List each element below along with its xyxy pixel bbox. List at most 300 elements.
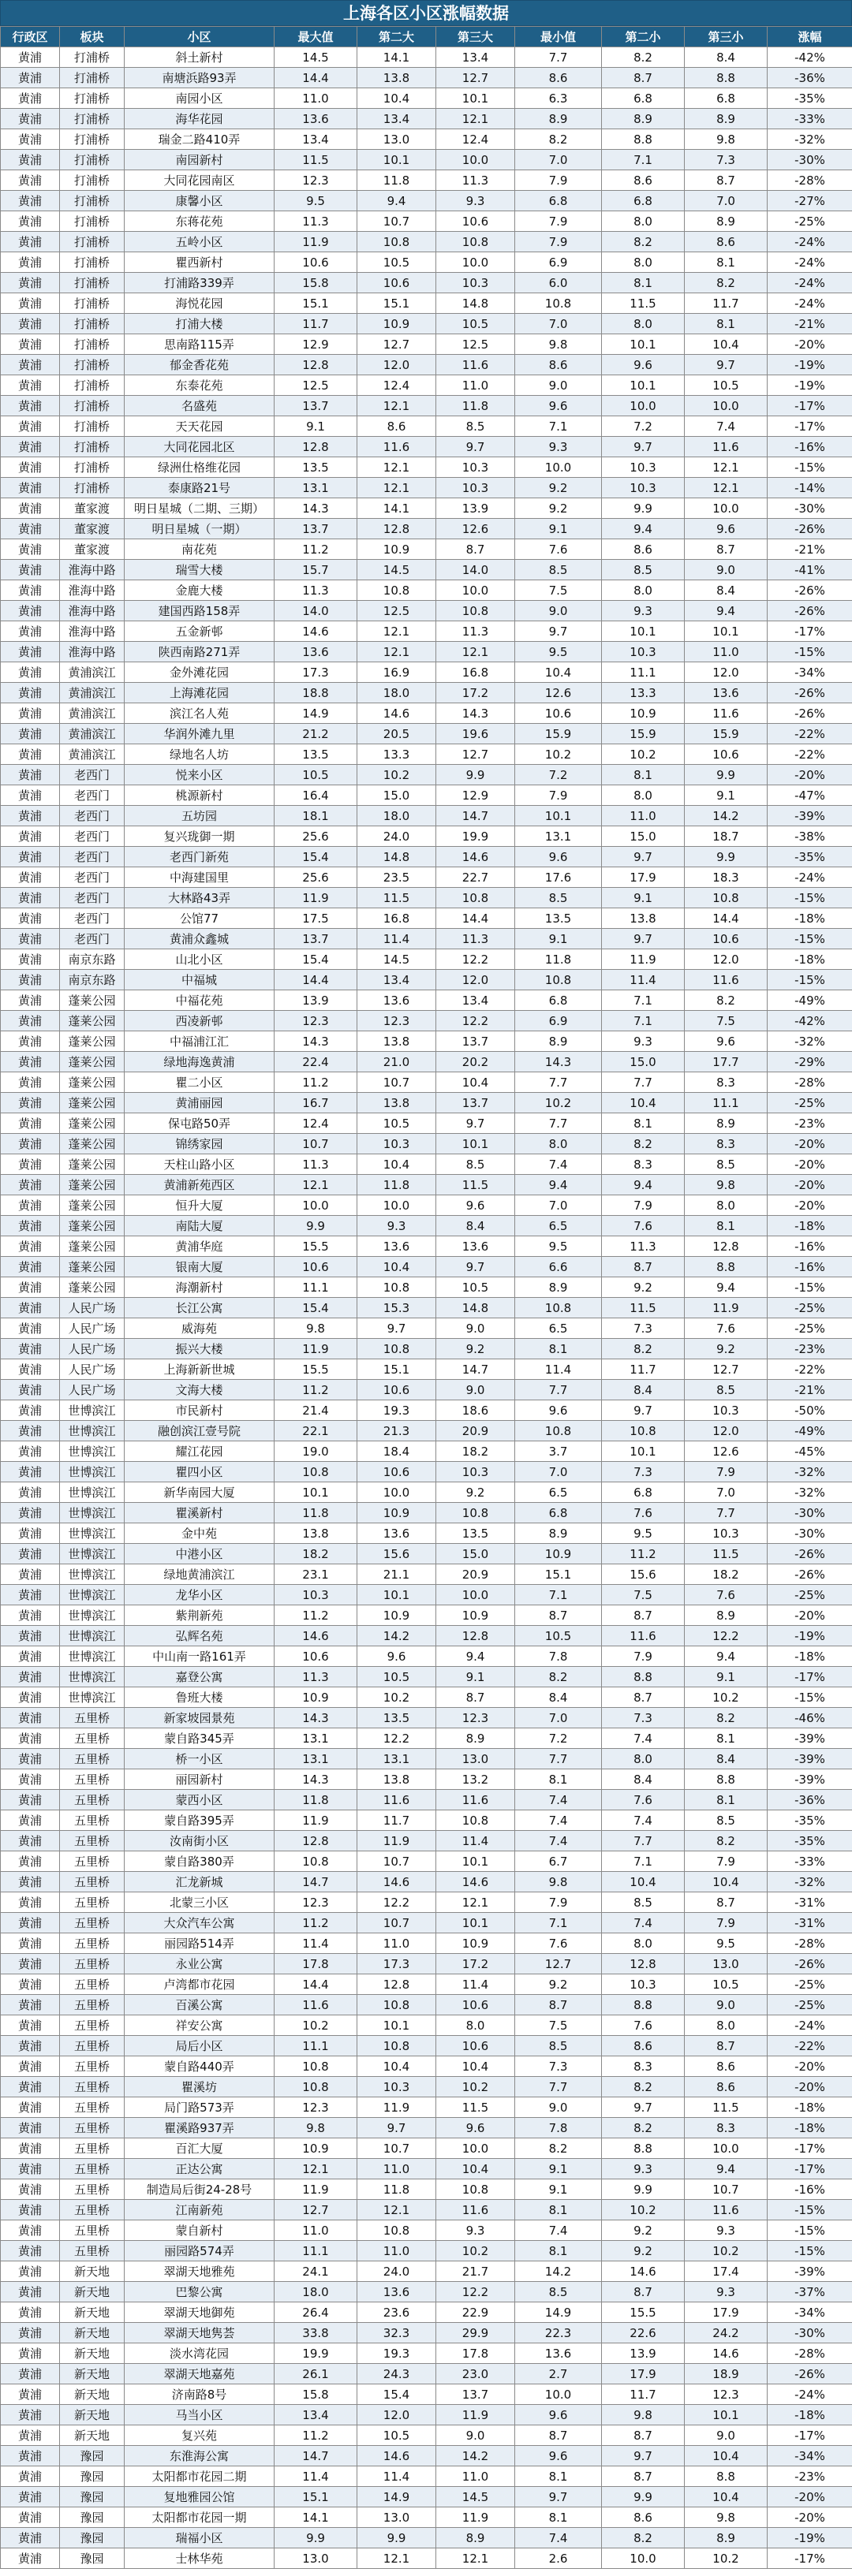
third-max-cell: 12.4 bbox=[436, 129, 515, 150]
second-min-cell: 10.3 bbox=[602, 478, 685, 498]
third-min-cell: 14.2 bbox=[685, 806, 768, 826]
district-cell: 黄浦 bbox=[1, 1605, 60, 1626]
second-max-cell: 21.3 bbox=[357, 1421, 436, 1441]
second-min-cell: 10.1 bbox=[602, 1441, 685, 1462]
second-max-cell: 12.2 bbox=[357, 1728, 436, 1749]
second-max-cell: 9.9 bbox=[357, 2528, 436, 2548]
second-min-cell: 17.9 bbox=[602, 2364, 685, 2384]
max-cell: 11.2 bbox=[275, 1072, 357, 1093]
second-max-cell: 13.6 bbox=[357, 990, 436, 1011]
max-cell: 25.6 bbox=[275, 826, 357, 847]
second-min-cell: 8.0 bbox=[602, 1749, 685, 1769]
min-cell: 2.6 bbox=[515, 2548, 602, 2569]
community-cell: 翠湖天地隽荟 bbox=[125, 2323, 275, 2343]
second-min-cell: 8.4 bbox=[602, 1769, 685, 1790]
table-row bbox=[1, 1072, 852, 1093]
max-cell: 14.4 bbox=[275, 68, 357, 88]
third-min-cell: 8.0 bbox=[685, 2015, 768, 2036]
sector-cell: 淮海中路 bbox=[60, 601, 125, 621]
second-min-cell: 11.4 bbox=[602, 970, 685, 990]
sector-cell: 打浦桥 bbox=[60, 457, 125, 478]
max-cell: 13.7 bbox=[275, 929, 357, 949]
max-cell: 14.6 bbox=[275, 1626, 357, 1646]
third-min-cell: 10.2 bbox=[685, 2241, 768, 2261]
district-cell: 黄浦 bbox=[1, 2343, 60, 2364]
change-cell: -32% bbox=[768, 1031, 852, 1052]
second-max-cell: 9.3 bbox=[357, 1216, 436, 1236]
table-row bbox=[1, 888, 852, 908]
community-cell: 桥一小区 bbox=[125, 1749, 275, 1769]
district-cell: 黄浦 bbox=[1, 1236, 60, 1257]
second-min-cell: 8.2 bbox=[602, 47, 685, 68]
min-cell: 8.6 bbox=[515, 355, 602, 375]
second-min-cell: 11.7 bbox=[602, 2384, 685, 2405]
min-cell: 6.5 bbox=[515, 1318, 602, 1339]
community-cell: 正达公寓 bbox=[125, 2159, 275, 2179]
change-cell: -20% bbox=[768, 2056, 852, 2077]
second-max-cell: 12.1 bbox=[357, 478, 436, 498]
third-max-cell: 11.5 bbox=[436, 2097, 515, 2118]
community-cell: 公馆77 bbox=[125, 908, 275, 929]
change-cell: -22% bbox=[768, 1359, 852, 1380]
district-cell: 黄浦 bbox=[1, 826, 60, 847]
third-max-cell: 10.8 bbox=[436, 232, 515, 252]
change-cell: -28% bbox=[768, 170, 852, 191]
sector-cell: 老西门 bbox=[60, 867, 125, 888]
community-cell: 绿地名人坊 bbox=[125, 744, 275, 765]
max-cell: 14.0 bbox=[275, 601, 357, 621]
third-max-cell: 18.6 bbox=[436, 1400, 515, 1421]
min-cell: 6.3 bbox=[515, 88, 602, 109]
second-max-cell: 11.0 bbox=[357, 1933, 436, 1954]
community-cell: 明日星城（一期） bbox=[125, 519, 275, 539]
community-cell: 泰康路21号 bbox=[125, 478, 275, 498]
table-row bbox=[1, 1810, 852, 1831]
district-cell: 黄浦 bbox=[1, 560, 60, 580]
district-cell: 黄浦 bbox=[1, 1851, 60, 1872]
sector-cell: 世博滨江 bbox=[60, 1646, 125, 1667]
second-min-cell: 9.7 bbox=[602, 847, 685, 867]
third-min-cell: 10.4 bbox=[685, 2487, 768, 2507]
table-row bbox=[1, 1564, 852, 1585]
third-min-cell: 7.5 bbox=[685, 1011, 768, 1031]
third-max-cell: 20.9 bbox=[436, 1421, 515, 1441]
district-cell: 黄浦 bbox=[1, 1749, 60, 1769]
change-cell: -15% bbox=[768, 888, 852, 908]
min-cell: 9.0 bbox=[515, 375, 602, 396]
third-max-cell: 9.0 bbox=[436, 2425, 515, 2446]
third-min-cell: 9.6 bbox=[685, 519, 768, 539]
sector-cell: 打浦桥 bbox=[60, 478, 125, 498]
table-row bbox=[1, 170, 852, 191]
second-min-cell: 13.3 bbox=[602, 683, 685, 703]
max-cell: 11.9 bbox=[275, 1339, 357, 1359]
max-cell: 17.8 bbox=[275, 1954, 357, 1974]
third-min-cell: 12.1 bbox=[685, 457, 768, 478]
max-cell: 14.4 bbox=[275, 1974, 357, 1995]
third-max-cell: 13.7 bbox=[436, 1093, 515, 1113]
sector-cell: 世博滨江 bbox=[60, 1462, 125, 1482]
district-cell: 黄浦 bbox=[1, 1728, 60, 1749]
district-cell: 黄浦 bbox=[1, 1380, 60, 1400]
second-min-cell: 6.8 bbox=[602, 88, 685, 109]
sector-cell: 老西门 bbox=[60, 785, 125, 806]
sector-cell: 蓬莱公园 bbox=[60, 1011, 125, 1031]
third-min-cell: 8.6 bbox=[685, 2056, 768, 2077]
sector-cell: 世博滨江 bbox=[60, 1667, 125, 1687]
min-cell: 7.7 bbox=[515, 1380, 602, 1400]
second-min-cell: 15.0 bbox=[602, 826, 685, 847]
district-cell: 黄浦 bbox=[1, 2015, 60, 2036]
min-cell: 8.1 bbox=[515, 2200, 602, 2220]
district-cell: 黄浦 bbox=[1, 1175, 60, 1195]
second-max-cell: 14.5 bbox=[357, 949, 436, 970]
min-cell: 7.9 bbox=[515, 211, 602, 232]
third-min-cell: 8.7 bbox=[685, 170, 768, 191]
max-cell: 15.4 bbox=[275, 847, 357, 867]
table-row bbox=[1, 1749, 852, 1769]
change-cell: -35% bbox=[768, 1831, 852, 1851]
third-max-cell: 18.2 bbox=[436, 1441, 515, 1462]
second-min-cell: 11.1 bbox=[602, 662, 685, 683]
second-max-cell: 10.6 bbox=[357, 1462, 436, 1482]
table-row bbox=[1, 1462, 852, 1482]
third-min-cell: 11.6 bbox=[685, 970, 768, 990]
table-row bbox=[1, 2138, 852, 2159]
second-max-cell: 24.0 bbox=[357, 826, 436, 847]
second-min-cell: 10.0 bbox=[602, 396, 685, 416]
max-cell: 10.9 bbox=[275, 1687, 357, 1708]
district-cell: 黄浦 bbox=[1, 1277, 60, 1298]
second-max-cell: 10.8 bbox=[357, 2036, 436, 2056]
third-max-cell: 14.0 bbox=[436, 560, 515, 580]
third-min-cell: 9.4 bbox=[685, 1646, 768, 1667]
max-cell: 11.9 bbox=[275, 2179, 357, 2200]
sector-cell: 豫园 bbox=[60, 2446, 125, 2466]
third-max-cell: 13.2 bbox=[436, 1769, 515, 1790]
community-cell: 黄浦众鑫城 bbox=[125, 929, 275, 949]
third-min-cell: 7.9 bbox=[685, 1913, 768, 1933]
table-row bbox=[1, 293, 852, 314]
second-min-cell: 11.6 bbox=[602, 1626, 685, 1646]
third-max-cell: 10.1 bbox=[436, 1134, 515, 1154]
table-row bbox=[1, 662, 852, 683]
third-min-cell: 9.9 bbox=[685, 765, 768, 785]
district-cell: 黄浦 bbox=[1, 2179, 60, 2200]
min-cell: 7.7 bbox=[515, 47, 602, 68]
district-cell: 黄浦 bbox=[1, 1195, 60, 1216]
community-cell: 局后小区 bbox=[125, 2036, 275, 2056]
third-max-cell: 10.4 bbox=[436, 1072, 515, 1093]
max-cell: 10.3 bbox=[275, 1585, 357, 1605]
second-max-cell: 18.0 bbox=[357, 806, 436, 826]
second-max-cell: 10.8 bbox=[357, 580, 436, 601]
district-cell: 黄浦 bbox=[1, 703, 60, 724]
third-min-cell: 10.4 bbox=[685, 2446, 768, 2466]
community-cell: 太阳都市花园一期 bbox=[125, 2507, 275, 2528]
second-min-cell: 8.2 bbox=[602, 2528, 685, 2548]
sector-cell: 打浦桥 bbox=[60, 334, 125, 355]
min-cell: 6.7 bbox=[515, 1851, 602, 1872]
min-cell: 15.9 bbox=[515, 724, 602, 744]
second-min-cell: 7.4 bbox=[602, 1728, 685, 1749]
second-min-cell: 9.2 bbox=[602, 2220, 685, 2241]
max-cell: 10.8 bbox=[275, 2056, 357, 2077]
second-max-cell: 10.7 bbox=[357, 211, 436, 232]
table-row bbox=[1, 1175, 852, 1195]
sector-cell: 蓬莱公园 bbox=[60, 1031, 125, 1052]
community-cell: 威海苑 bbox=[125, 1318, 275, 1339]
third-min-cell: 9.8 bbox=[685, 129, 768, 150]
sector-cell: 新天地 bbox=[60, 2282, 125, 2302]
third-max-cell: 10.0 bbox=[436, 150, 515, 170]
third-min-cell: 7.0 bbox=[685, 1482, 768, 1503]
district-cell: 黄浦 bbox=[1, 1995, 60, 2015]
second-max-cell: 10.4 bbox=[357, 1257, 436, 1277]
third-min-cell: 9.3 bbox=[685, 2220, 768, 2241]
third-min-cell: 10.3 bbox=[685, 1523, 768, 1544]
change-cell: -30% bbox=[768, 2323, 852, 2343]
table-row bbox=[1, 1216, 852, 1236]
community-cell: 天天花园 bbox=[125, 416, 275, 437]
second-min-cell: 9.7 bbox=[602, 2097, 685, 2118]
second-min-cell: 8.2 bbox=[602, 1134, 685, 1154]
district-cell: 黄浦 bbox=[1, 990, 60, 1011]
second-min-cell: 11.0 bbox=[602, 806, 685, 826]
sector-cell: 新天地 bbox=[60, 2323, 125, 2343]
third-min-cell: 10.5 bbox=[685, 375, 768, 396]
min-cell: 11.8 bbox=[515, 949, 602, 970]
header-community: 小区 bbox=[125, 27, 275, 47]
change-cell: -15% bbox=[768, 1687, 852, 1708]
min-cell: 7.0 bbox=[515, 150, 602, 170]
second-min-cell: 9.7 bbox=[602, 1400, 685, 1421]
community-cell: 瞿溪路937弄 bbox=[125, 2118, 275, 2138]
second-min-cell: 9.4 bbox=[602, 519, 685, 539]
sector-cell: 新天地 bbox=[60, 2384, 125, 2405]
community-cell: 桃源新村 bbox=[125, 785, 275, 806]
change-cell: -17% bbox=[768, 416, 852, 437]
third-min-cell: 8.3 bbox=[685, 1134, 768, 1154]
second-max-cell: 10.1 bbox=[357, 2015, 436, 2036]
max-cell: 11.2 bbox=[275, 1913, 357, 1933]
second-max-cell: 15.3 bbox=[357, 1298, 436, 1318]
change-cell: -26% bbox=[768, 580, 852, 601]
district-cell: 黄浦 bbox=[1, 1913, 60, 1933]
min-cell: 8.7 bbox=[515, 1605, 602, 1626]
max-cell: 12.8 bbox=[275, 437, 357, 457]
min-cell: 10.8 bbox=[515, 970, 602, 990]
sector-cell: 五里桥 bbox=[60, 2220, 125, 2241]
community-cell: 局门路573弄 bbox=[125, 2097, 275, 2118]
change-cell: -18% bbox=[768, 908, 852, 929]
sector-cell: 世博滨江 bbox=[60, 1503, 125, 1523]
change-cell: -25% bbox=[768, 1585, 852, 1605]
second-min-cell: 9.3 bbox=[602, 601, 685, 621]
second-min-cell: 8.7 bbox=[602, 68, 685, 88]
community-cell: 银南大厦 bbox=[125, 1257, 275, 1277]
district-cell: 黄浦 bbox=[1, 806, 60, 826]
change-cell: -25% bbox=[768, 1318, 852, 1339]
second-max-cell: 12.2 bbox=[357, 1892, 436, 1913]
second-min-cell: 7.6 bbox=[602, 1790, 685, 1810]
max-cell: 14.9 bbox=[275, 703, 357, 724]
max-cell: 13.1 bbox=[275, 478, 357, 498]
change-cell: -35% bbox=[768, 847, 852, 867]
third-min-cell: 8.1 bbox=[685, 1728, 768, 1749]
table-row bbox=[1, 847, 852, 867]
district-cell: 黄浦 bbox=[1, 498, 60, 519]
min-cell: 10.1 bbox=[515, 806, 602, 826]
min-cell: 7.0 bbox=[515, 1462, 602, 1482]
table-row bbox=[1, 601, 852, 621]
min-cell: 22.3 bbox=[515, 2323, 602, 2343]
sector-cell: 蓬莱公园 bbox=[60, 1134, 125, 1154]
change-cell: -24% bbox=[768, 2015, 852, 2036]
max-cell: 11.3 bbox=[275, 580, 357, 601]
community-cell: 蒙自路345弄 bbox=[125, 1728, 275, 1749]
second-max-cell: 23.6 bbox=[357, 2302, 436, 2323]
sector-cell: 打浦桥 bbox=[60, 109, 125, 129]
min-cell: 7.8 bbox=[515, 1646, 602, 1667]
third-max-cell: 12.3 bbox=[436, 1708, 515, 1728]
min-cell: 8.9 bbox=[515, 1031, 602, 1052]
community-cell: 大同花园北区 bbox=[125, 437, 275, 457]
third-max-cell: 10.5 bbox=[436, 1277, 515, 1298]
second-min-cell: 8.5 bbox=[602, 560, 685, 580]
min-cell: 9.1 bbox=[515, 2179, 602, 2200]
second-max-cell: 12.1 bbox=[357, 621, 436, 642]
change-cell: -18% bbox=[768, 1646, 852, 1667]
second-min-cell: 8.0 bbox=[602, 252, 685, 273]
second-min-cell: 8.6 bbox=[602, 2036, 685, 2056]
third-min-cell: 7.4 bbox=[685, 416, 768, 437]
sector-cell: 五里桥 bbox=[60, 1995, 125, 2015]
table-row bbox=[1, 1052, 852, 1072]
community-cell: 黄浦丽园 bbox=[125, 1093, 275, 1113]
district-cell: 黄浦 bbox=[1, 1257, 60, 1277]
third-max-cell: 11.0 bbox=[436, 375, 515, 396]
max-cell: 24.1 bbox=[275, 2261, 357, 2282]
third-max-cell: 29.9 bbox=[436, 2323, 515, 2343]
district-cell: 黄浦 bbox=[1, 170, 60, 191]
community-cell: 新家坡园景苑 bbox=[125, 1708, 275, 1728]
third-min-cell: 12.1 bbox=[685, 478, 768, 498]
sector-cell: 五里桥 bbox=[60, 2118, 125, 2138]
community-cell: 瑞福小区 bbox=[125, 2528, 275, 2548]
third-min-cell: 8.7 bbox=[685, 1892, 768, 1913]
table-row bbox=[1, 1441, 852, 1462]
change-cell: -33% bbox=[768, 109, 852, 129]
second-max-cell: 12.5 bbox=[357, 601, 436, 621]
community-cell: 市民新村 bbox=[125, 1400, 275, 1421]
sector-cell: 淮海中路 bbox=[60, 560, 125, 580]
third-min-cell: 10.0 bbox=[685, 498, 768, 519]
max-cell: 9.8 bbox=[275, 2118, 357, 2138]
third-max-cell: 8.7 bbox=[436, 539, 515, 560]
third-min-cell: 10.4 bbox=[685, 1872, 768, 1892]
second-min-cell: 10.1 bbox=[602, 621, 685, 642]
second-min-cell: 7.9 bbox=[602, 1195, 685, 1216]
third-min-cell: 11.0 bbox=[685, 642, 768, 662]
third-min-cell: 8.4 bbox=[685, 47, 768, 68]
change-cell: -39% bbox=[768, 806, 852, 826]
third-min-cell: 9.0 bbox=[685, 2425, 768, 2446]
max-cell: 13.1 bbox=[275, 1749, 357, 1769]
min-cell: 7.3 bbox=[515, 2056, 602, 2077]
max-cell: 26.4 bbox=[275, 2302, 357, 2323]
third-max-cell: 21.7 bbox=[436, 2261, 515, 2282]
third-max-cell: 10.8 bbox=[436, 2179, 515, 2200]
sector-cell: 打浦桥 bbox=[60, 252, 125, 273]
second-min-cell: 8.3 bbox=[602, 2056, 685, 2077]
third-max-cell: 20.2 bbox=[436, 1052, 515, 1072]
district-cell: 黄浦 bbox=[1, 2261, 60, 2282]
second-max-cell: 13.1 bbox=[357, 1749, 436, 1769]
community-cell: 龙华小区 bbox=[125, 1585, 275, 1605]
second-min-cell: 13.9 bbox=[602, 2343, 685, 2364]
district-cell: 黄浦 bbox=[1, 724, 60, 744]
sector-cell: 人民广场 bbox=[60, 1339, 125, 1359]
third-max-cell: 12.8 bbox=[436, 1626, 515, 1646]
change-cell: -17% bbox=[768, 2159, 852, 2179]
second-max-cell: 10.7 bbox=[357, 1072, 436, 1093]
second-max-cell: 9.7 bbox=[357, 2118, 436, 2138]
table-row bbox=[1, 621, 852, 642]
table-row bbox=[1, 2384, 852, 2405]
third-max-cell: 9.0 bbox=[436, 1318, 515, 1339]
sector-cell: 黄浦滨江 bbox=[60, 662, 125, 683]
change-cell: -17% bbox=[768, 621, 852, 642]
sector-cell: 世博滨江 bbox=[60, 1482, 125, 1503]
community-cell: 海潮新村 bbox=[125, 1277, 275, 1298]
second-max-cell: 12.3 bbox=[357, 1011, 436, 1031]
sector-cell: 五里桥 bbox=[60, 1851, 125, 1872]
change-cell: -28% bbox=[768, 2343, 852, 2364]
sector-cell: 黄浦滨江 bbox=[60, 724, 125, 744]
district-cell: 黄浦 bbox=[1, 293, 60, 314]
change-cell: -15% bbox=[768, 457, 852, 478]
min-cell: 8.0 bbox=[515, 1134, 602, 1154]
max-cell: 13.5 bbox=[275, 457, 357, 478]
second-max-cell: 10.0 bbox=[357, 1482, 436, 1503]
min-cell: 7.9 bbox=[515, 170, 602, 191]
community-cell: 弘辉名苑 bbox=[125, 1626, 275, 1646]
change-cell: -26% bbox=[768, 703, 852, 724]
change-cell: -24% bbox=[768, 867, 852, 888]
district-cell: 黄浦 bbox=[1, 2528, 60, 2548]
second-min-cell: 7.7 bbox=[602, 1831, 685, 1851]
max-cell: 11.4 bbox=[275, 2466, 357, 2487]
sector-cell: 老西门 bbox=[60, 826, 125, 847]
district-cell: 黄浦 bbox=[1, 1031, 60, 1052]
community-cell: 翠湖天地雅苑 bbox=[125, 2261, 275, 2282]
table-row bbox=[1, 2159, 852, 2179]
third-max-cell: 10.0 bbox=[436, 580, 515, 601]
third-min-cell: 9.4 bbox=[685, 1277, 768, 1298]
second-max-cell: 10.9 bbox=[357, 314, 436, 334]
third-max-cell: 9.7 bbox=[436, 437, 515, 457]
change-cell: -23% bbox=[768, 1113, 852, 1134]
second-min-cell: 10.9 bbox=[602, 703, 685, 724]
community-cell: 建国西路158弄 bbox=[125, 601, 275, 621]
third-min-cell: 7.9 bbox=[685, 1462, 768, 1482]
min-cell: 8.7 bbox=[515, 2425, 602, 2446]
third-min-cell: 7.0 bbox=[685, 191, 768, 211]
district-cell: 黄浦 bbox=[1, 2097, 60, 2118]
community-cell: 新华南园大厦 bbox=[125, 1482, 275, 1503]
change-cell: -17% bbox=[768, 2548, 852, 2569]
